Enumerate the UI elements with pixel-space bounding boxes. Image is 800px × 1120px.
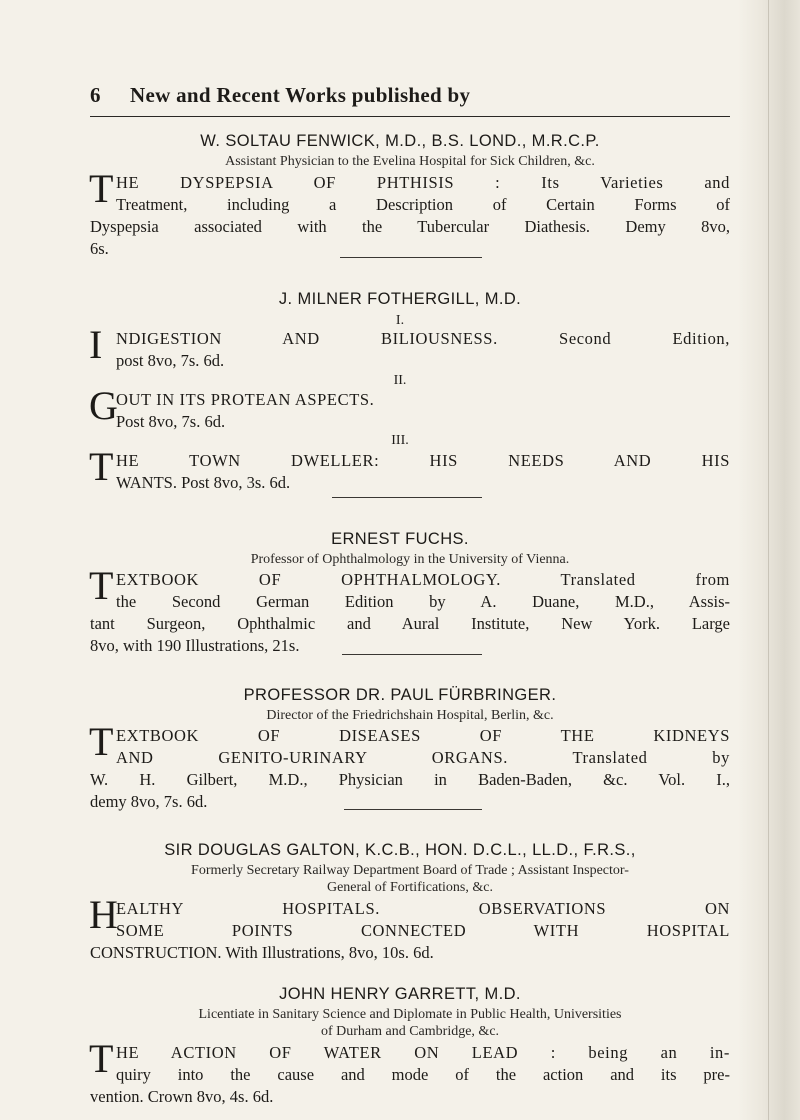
running-title: New and Recent Works published by — [130, 83, 471, 107]
work-entry — [89, 1036, 730, 1108]
author-affiliation: Assistant Physician to the Evelina Hospital for Sick Children, &c. — [225, 154, 595, 169]
drop-initial: H — [89, 892, 118, 937]
entry-line: Post 8vo, 7s. 6d. — [116, 412, 226, 431]
author-affiliation-cont: of Durham and Cambridge, &c. — [320, 1024, 500, 1039]
drop-initial: G — [89, 383, 118, 428]
drop-initial: T — [89, 719, 114, 764]
entry-line: HE DYSPEPSIA OF PHTHISIS : Its Varieties and — [116, 173, 730, 192]
section-rule — [344, 809, 482, 810]
entry-line: tant Surgeon, Ophthalmic and Aural Institute, New York. Large — [90, 614, 730, 633]
work-entry — [89, 563, 730, 657]
entry-line: HE TOWN DWELLER: HIS NEEDS AND HIS — [116, 451, 730, 470]
entry-line: 8vo, with 190 Illustrations, 21s. — [90, 636, 300, 655]
author-name: PROFESSOR DR. PAUL FÜRBRINGER. — [243, 686, 557, 704]
work-entry — [89, 383, 730, 433]
header-rule — [90, 116, 730, 117]
entry-line: CONSTRUCTION. With Illustrations, 8vo, 10s. 6d. — [90, 943, 434, 962]
entry-line: quiry into the cause and mode of the action and its pre- — [116, 1065, 730, 1084]
drop-initial: T — [89, 1036, 114, 1081]
author-affiliation: Director of the Friedrichshain Hospital, Berlin, &c. — [266, 708, 554, 723]
author-affiliation: Formerly Secretary Railway Department Board of Trade ; Assistant Inspector- — [191, 863, 629, 878]
entry-line: vention. Crown 8vo, 4s. 6d. — [90, 1087, 274, 1106]
entry-line: Dyspepsia associated with the Tubercular Diathesis. Demy 8vo, — [90, 217, 730, 236]
author-name: SIR DOUGLAS GALTON, K.C.B., HON. D.C.L., LL.D., F.R.S., — [164, 841, 636, 859]
entry-line: EXTBOOK OF OPHTHALMOLOGY. Translated from — [116, 570, 730, 589]
work-entry — [89, 892, 730, 964]
section-rule — [332, 497, 482, 498]
entry-line: W. H. Gilbert, M.D., Physician in Baden-Baden, &c. Vol. I., — [90, 770, 730, 789]
work-entry — [89, 166, 730, 260]
entry-line: 6s. — [90, 239, 109, 258]
author-name: W. SOLTAU FENWICK, M.D., B.S. LOND., M.R.C.P. — [200, 132, 600, 150]
drop-initial: T — [89, 444, 114, 489]
entry-line: OUT IN ITS PROTEAN ASPECTS. — [116, 390, 375, 409]
entry-line: demy 8vo, 7s. 6d. — [90, 792, 208, 811]
work-numeral: III. — [391, 433, 409, 448]
entry-line: AND GENITO-URINARY ORGANS. Translated by — [116, 748, 730, 767]
drop-initial: I — [89, 322, 103, 367]
work-numeral: I. — [395, 313, 405, 328]
work-entry — [89, 444, 730, 494]
entry-line: NDIGESTION AND BILIOUSNESS. Second Edition, — [116, 329, 730, 348]
entry-line: HE ACTION OF WATER ON LEAD : being an in- — [116, 1043, 730, 1062]
entry-line: SOME POINTS CONNECTED WITH HOSPITAL — [116, 921, 730, 940]
section-rule — [342, 654, 482, 655]
author-name: J. MILNER FOTHERGILL, M.D. — [278, 290, 522, 308]
page-number: 6 — [90, 83, 101, 107]
entry-line: the Second German Edition by A. Duane, M.D., Assis- — [116, 592, 730, 611]
entry-line: EXTBOOK OF DISEASES OF THE KIDNEYS — [116, 726, 730, 745]
section-rule — [340, 257, 482, 258]
entry-line: post 8vo, 7s. 6d. — [116, 351, 225, 370]
author-affiliation-cont: General of Fortifications, &c. — [326, 880, 493, 895]
entry-line: EALTHY HOSPITALS. OBSERVATIONS ON — [116, 899, 730, 918]
author-affiliation: Licentiate in Sanitary Science and Diplomate in Public Health, Universities — [198, 1007, 622, 1022]
author-name: JOHN HENRY GARRETT, M.D. — [279, 985, 521, 1003]
entry-line: WANTS. Post 8vo, 3s. 6d. — [116, 473, 291, 492]
drop-initial: T — [89, 563, 114, 608]
entry-line: Treatment, including a Description of Certain Forms of — [116, 195, 730, 214]
work-entry — [89, 719, 730, 813]
author-name: ERNEST FUCHS. — [331, 530, 469, 548]
author-affiliation: Professor of Ophthalmology in the University of Vienna. — [250, 552, 570, 567]
drop-initial: T — [89, 166, 114, 211]
work-entry — [89, 322, 730, 372]
work-numeral: II. — [393, 373, 407, 388]
